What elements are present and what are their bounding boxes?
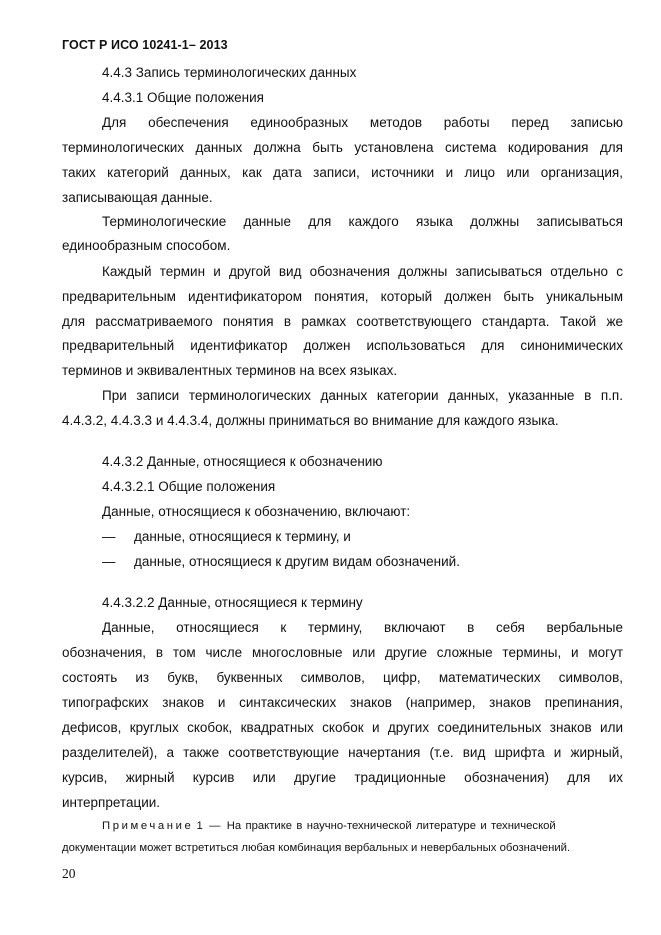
paragraph-line: таких категорий данных, как дата записи, источники и лицо или организация,: [62, 165, 623, 180]
paragraph-line: Данные, относящиеся к термину, включают в себя вербальные: [102, 620, 623, 635]
list-dash: —: [102, 529, 116, 544]
paragraph-line: терминологических данных должна быть установлена система кодирования для: [62, 140, 623, 155]
section-heading-4-4-3-2: 4.4.3.2 Данные, относящиеся к обозначению: [102, 454, 383, 469]
paragraph-line: состоять из букв, буквенных символов, цифр, математических символов,: [62, 670, 623, 685]
list-item: данные, относящиеся к другим видам обозначений.: [134, 554, 460, 569]
list-dash: —: [102, 554, 116, 569]
paragraph-line: для рассматриваемого понятия в рамках соответствующего стандарта. Такой же: [62, 314, 623, 329]
page-number: 20: [62, 866, 76, 881]
note-line: [102, 818, 623, 834]
paragraph-line: единообразным способом.: [62, 238, 231, 253]
paragraph-line: записывающая данные.: [62, 190, 213, 205]
list-intro: Данные, относящиеся к обозначению, включают:: [102, 504, 411, 519]
subsection-heading-4-4-3-2-2: 4.4.3.2.2 Данные, относящиеся к термину: [102, 595, 363, 610]
paragraph-line: 4.4.3.2, 4.4.3.3 и 4.4.3.4, должны приниматься во внимание для каждого языка.: [62, 413, 559, 428]
paragraph-line: терминов и эквивалентных терминов на всех языках.: [62, 363, 398, 378]
paragraph-line: Терминологические данные для каждого языка должны записываться: [102, 214, 623, 229]
section-heading-4-4-3: 4.4.3 Запись терминологических данных: [102, 65, 357, 80]
note-line-2: документации может встретиться любая комбинация вербальных и невербальных обозначений.: [62, 842, 571, 854]
list-item: данные, относящиеся к термину, и: [134, 529, 351, 544]
paragraph-line: Каждый термин и другой вид обозначения должны записываться отдельно с: [102, 264, 623, 279]
note-dash: —: [209, 820, 221, 832]
subsection-heading-4-4-3-1: 4.4.3.1 Общие положения: [102, 90, 264, 105]
paragraph-line: предварительным идентификатором понятия, который должен быть уникальным: [62, 289, 623, 304]
note-number: 1: [196, 820, 203, 832]
note-label: Примечание: [102, 820, 194, 832]
paragraph-line: предварительный идентификатор должен использоваться для синонимических: [62, 338, 623, 353]
note-text: На практике в научно-технической литературе и технической: [226, 820, 556, 832]
paragraph-line: обозначения, в том числе многословные или другие сложные термины, и могут: [62, 645, 623, 660]
paragraph-line: дефисов, круглых скобок, квадратных скобок и других соединительных знаков или: [62, 720, 623, 735]
paragraph-line: курсив, жирный курсив или другие традиционные обозначения) для их: [62, 770, 623, 785]
paragraph-line: интерпретации.: [62, 795, 161, 810]
paragraph-line: типографских знаков и синтаксических знаков (например, знаков препинания,: [62, 695, 623, 710]
paragraph-line: Для обеспечения единообразных методов работы перед записью: [102, 115, 623, 130]
subsection-heading-4-4-3-2-1: 4.4.3.2.1 Общие положения: [102, 479, 276, 494]
paragraph-line: разделителей), а также соответствующие начертания (т.е. вид шрифта и жирный,: [62, 745, 623, 760]
document-header: ГОСТ Р ИСО 10241-1– 2013: [62, 38, 228, 52]
paragraph-line: При записи терминологических данных категории данных, указанные в п.п.: [102, 388, 623, 403]
